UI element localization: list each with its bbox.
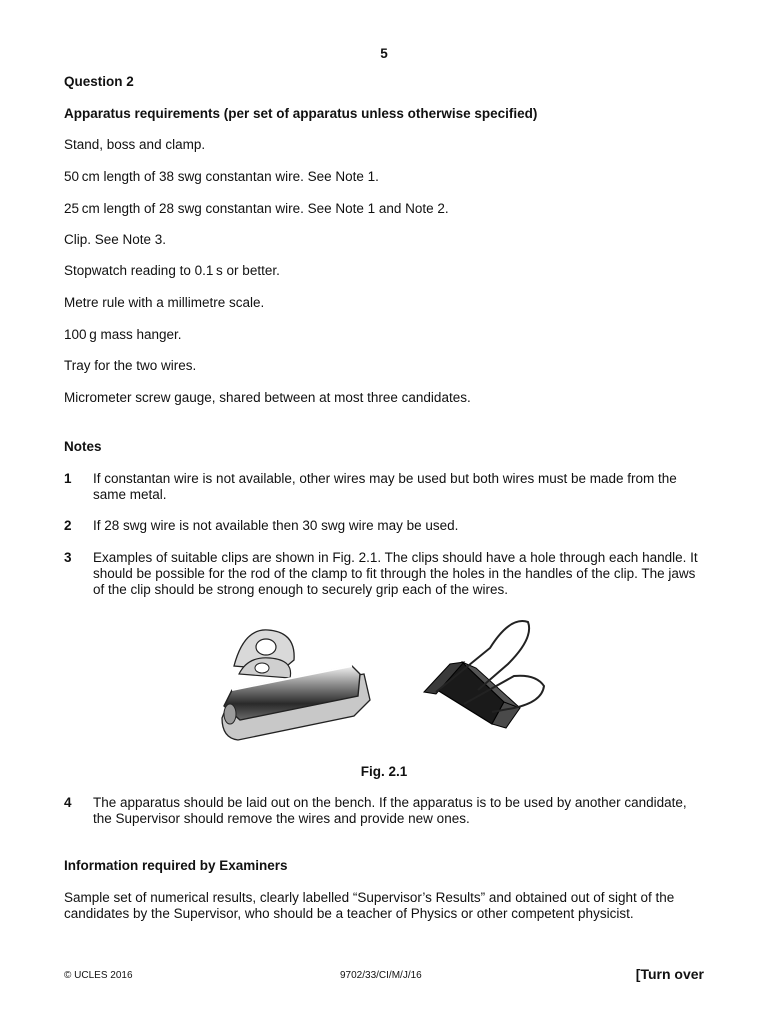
- question-title: Question 2: [64, 74, 134, 89]
- paper-code: 9702/33/CI/M/J/16: [340, 970, 422, 981]
- apparatus-heading: Apparatus requirements (per set of apparatus unless otherwise specified): [64, 106, 538, 121]
- apparatus-item: 50 cm length of 38 swg constantan wire. See Note 1.: [64, 169, 379, 184]
- turn-over-label: [Turn over: [635, 966, 704, 982]
- bulldog-clip-icon: [222, 630, 370, 740]
- note-number: 1: [64, 471, 72, 486]
- apparatus-item: Stand, boss and clamp.: [64, 137, 206, 152]
- figure-2-1: [214, 612, 554, 752]
- note-text: Examples of suitable clips are shown in Fig. 2.1. The clips should have a hole through each handle. It should be possible for the rod of the clamp to fit through the holes in the handles of the clip. The jaws of the clip should be strong enough to securely grip each of the wires.: [93, 550, 698, 597]
- note-text: If 28 swg wire is not available then 30 swg wire may be used.: [93, 518, 459, 533]
- note-text: If constantan wire is not available, other wires may be used but both wires must be made from the same metal.: [93, 471, 677, 502]
- note-text: The apparatus should be laid out on the bench. If the apparatus is to be used by another candidate, the Supervisor should remove the wires and provide new ones.: [93, 795, 687, 826]
- clips-illustration: [214, 612, 554, 752]
- apparatus-item: 25 cm length of 28 swg constantan wire. See Note 1 and Note 2.: [64, 201, 449, 216]
- info-heading: Information required by Examiners: [64, 858, 288, 873]
- apparatus-item: Clip. See Note 3.: [64, 232, 167, 247]
- figure-caption: Fig. 2.1: [360, 764, 408, 779]
- apparatus-item: 100 g mass hanger.: [64, 327, 182, 342]
- apparatus-item: Tray for the two wires.: [64, 358, 197, 373]
- copyright: © UCLES 2016: [64, 970, 133, 981]
- apparatus-item: Metre rule with a millimetre scale.: [64, 295, 265, 310]
- info-text: Sample set of numerical results, clearly labelled “Supervisor’s Results” and obtained out of sight of the candidates by the Supervisor, who should be a teacher of Physics or other competent physicist.: [64, 890, 675, 921]
- apparatus-item: Micrometer screw gauge, shared between at most three candidates.: [64, 390, 471, 405]
- note-number: 4: [64, 795, 72, 810]
- notes-heading: Notes: [64, 439, 102, 454]
- binder-clip-icon: [424, 621, 544, 728]
- page-number: 5: [380, 46, 388, 61]
- note-number: 3: [64, 550, 72, 565]
- apparatus-item: Stopwatch reading to 0.1 s or better.: [64, 263, 280, 278]
- note-number: 2: [64, 518, 72, 533]
